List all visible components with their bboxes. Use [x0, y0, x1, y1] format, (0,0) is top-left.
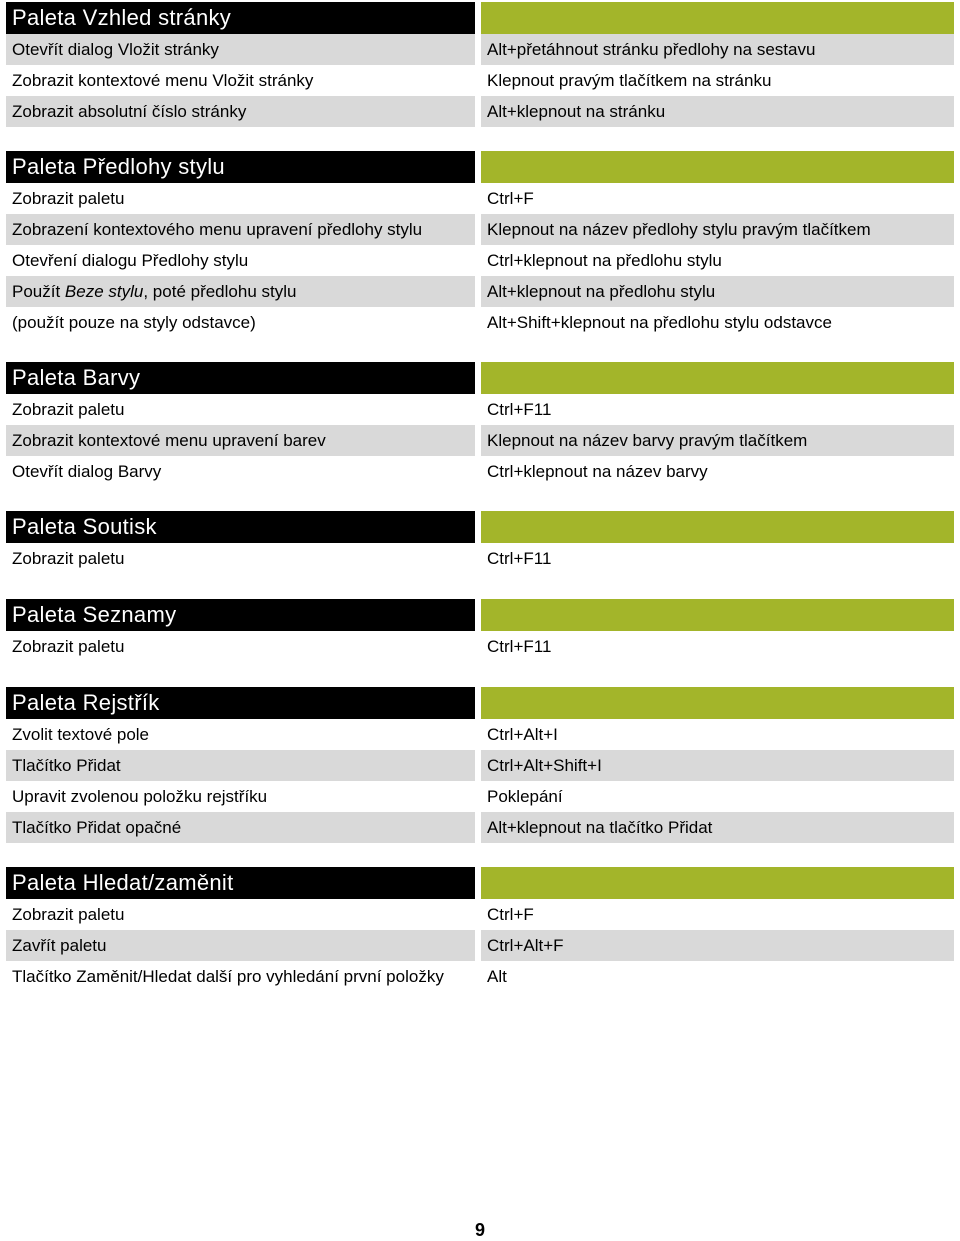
shortcut-row — [6, 781, 954, 812]
action-label: Otevřít dialog Barvy — [12, 462, 162, 481]
shortcut-row — [6, 456, 954, 487]
action-label: Zobrazit paletu — [12, 400, 125, 419]
shortcut-label: Poklepání — [487, 787, 563, 806]
section-header — [6, 687, 954, 719]
section-title: Paleta Vzhled stránky — [6, 2, 475, 34]
header-accent-bar — [481, 511, 954, 543]
section-title: Paleta Barvy — [6, 362, 475, 394]
shortcut-row — [6, 631, 954, 662]
section-header — [6, 511, 954, 543]
shortcut-row — [6, 96, 954, 127]
shortcut-row — [6, 425, 954, 456]
section-title: Paleta Předlohy stylu — [6, 151, 475, 183]
section-seznamy — [6, 599, 954, 662]
section-title: Paleta Hledat/zaměnit — [6, 867, 475, 899]
section-soutisk — [6, 511, 954, 574]
shortcut-row — [6, 719, 954, 750]
action-text-italic: Beze stylu — [64, 282, 144, 301]
shortcut-label: Ctrl+Alt+I — [487, 725, 558, 744]
section-header — [6, 151, 954, 183]
shortcut-label: Ctrl+Alt+Shift+I — [481, 750, 954, 781]
shortcut-row — [6, 394, 954, 425]
shortcut-row — [6, 750, 954, 781]
section-title: Paleta Soutisk — [6, 511, 475, 543]
action-label: Zobrazit kontextové menu Vložit stránky — [12, 71, 314, 90]
header-accent-bar — [481, 599, 954, 631]
shortcut-label: Alt+přetáhnout stránku předlohy na sestavu — [481, 34, 954, 65]
section-header — [6, 362, 954, 394]
shortcut-label: Ctrl+F11 — [487, 400, 552, 419]
action-label: Zobrazení kontextového menu upravení předlohy stylu — [6, 214, 475, 245]
shortcut-label: Klepnout pravým tlačítkem na stránku — [487, 71, 772, 90]
action-label: Tlačítko Přidat opačné — [6, 812, 475, 843]
action-label: Upravit zvolenou položku rejstříku — [12, 787, 268, 806]
shortcut-row — [6, 276, 954, 307]
action-label — [6, 276, 475, 307]
section-vzhled-stranky — [6, 2, 954, 127]
shortcut-label: Alt+klepnout na předlohu stylu — [481, 276, 954, 307]
shortcut-label: Alt+klepnout na stránku — [481, 96, 954, 127]
action-label: Zobrazit absolutní číslo stránky — [6, 96, 475, 127]
header-accent-bar — [481, 867, 954, 899]
shortcut-label: Ctrl+F — [487, 905, 534, 924]
section-predlohy-stylu — [6, 151, 954, 338]
header-accent-bar — [481, 687, 954, 719]
shortcut-label: Alt — [487, 967, 507, 986]
shortcut-label: Alt+klepnout na tlačítko Přidat — [481, 812, 954, 843]
action-text-part: , poté předlohu stylu — [143, 282, 297, 301]
section-header — [6, 867, 954, 899]
action-label: (použít pouze na styly odstavce) — [12, 313, 256, 332]
section-title: Paleta Seznamy — [6, 599, 475, 631]
shortcut-row — [6, 307, 954, 338]
action-label: Otevření dialogu Předlohy stylu — [12, 251, 249, 270]
section-header — [6, 2, 954, 34]
header-accent-bar — [481, 362, 954, 394]
action-label: Tlačítko Zaměnit/Hledat další pro vyhledání první položky — [12, 967, 444, 986]
shortcut-label: Alt+Shift+klepnout na předlohu stylu odstavce — [487, 313, 832, 332]
header-accent-bar — [481, 151, 954, 183]
header-accent-bar — [481, 2, 954, 34]
section-rejstrik — [6, 687, 954, 843]
shortcut-label: Ctrl+Alt+F — [481, 930, 954, 961]
action-label: Tlačítko Přidat — [6, 750, 475, 781]
section-title: Paleta Rejstřík — [6, 687, 475, 719]
shortcut-row — [6, 34, 954, 65]
shortcut-label: Ctrl+F11 — [487, 637, 552, 656]
shortcut-label: Ctrl+klepnout na předlohu stylu — [487, 251, 722, 270]
section-barvy — [6, 362, 954, 487]
shortcut-row — [6, 543, 954, 574]
shortcut-row — [6, 899, 954, 930]
action-text-part: Použít — [12, 282, 65, 301]
shortcut-row — [6, 812, 954, 843]
shortcut-row — [6, 214, 954, 245]
action-label: Zvolit textové pole — [12, 725, 150, 744]
action-label: Zobrazit paletu — [12, 905, 125, 924]
shortcut-row — [6, 930, 954, 961]
shortcut-row — [6, 65, 954, 96]
shortcut-row — [6, 245, 954, 276]
action-label: Zobrazit paletu — [12, 637, 125, 656]
action-label: Zavřít paletu — [6, 930, 475, 961]
shortcut-label: Ctrl+F — [487, 189, 534, 208]
shortcut-label: Ctrl+klepnout na název barvy — [487, 462, 708, 481]
shortcut-row — [6, 183, 954, 214]
shortcut-label: Klepnout na název předlohy stylu pravým tlačítkem — [481, 214, 954, 245]
page-number: 9 — [474, 1220, 485, 1240]
action-label: Otevřít dialog Vložit stránky — [6, 34, 475, 65]
section-header — [6, 599, 954, 631]
shortcut-label: Klepnout na název barvy pravým tlačítkem — [481, 425, 954, 456]
action-label: Zobrazit paletu — [12, 549, 125, 568]
action-label: Zobrazit paletu — [12, 189, 125, 208]
section-hledat-zamenit — [6, 867, 954, 992]
action-label: Zobrazit kontextové menu upravení barev — [6, 425, 475, 456]
shortcut-row — [6, 961, 954, 992]
shortcut-label: Ctrl+F11 — [487, 549, 552, 568]
